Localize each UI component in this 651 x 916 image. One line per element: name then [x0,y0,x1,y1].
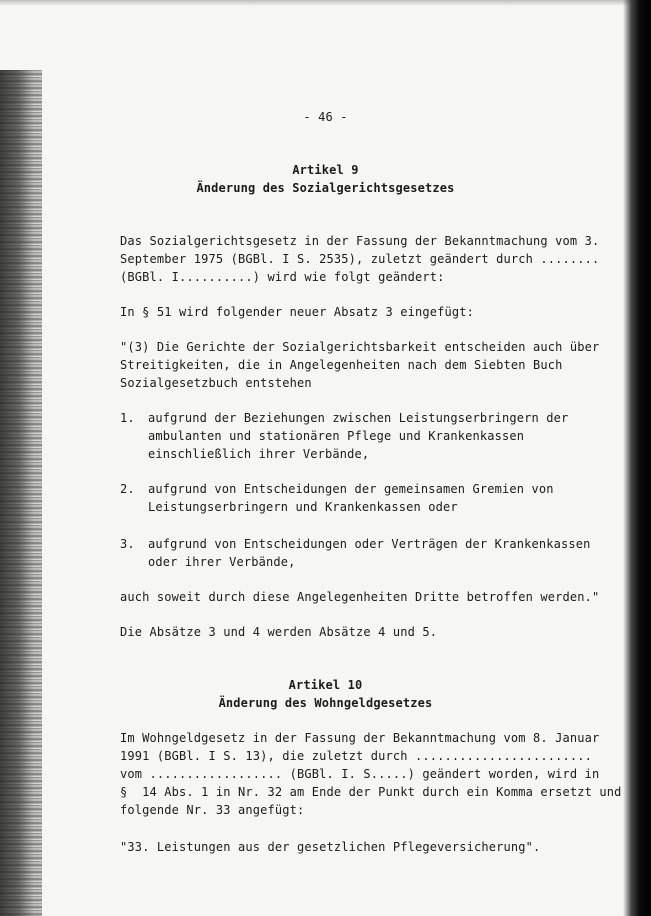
scan-edge-right [623,0,651,916]
paragraph-line: § 14 Abs. 1 in Nr. 32 am Ende der Punkt durch ein Komma ersetzt und [120,785,622,799]
list-item-line: aufgrund von Entscheidungen oder Verträgen der Krankenkassen [148,537,591,551]
artikel-10-heading: Artikel 10 [288,678,363,692]
artikel-10-subheading: Änderung des Wohngeldgesetzes [218,696,433,710]
paragraph-line: September 1975 (BGBl. I S. 2535), zuletzt geändert durch ........ [120,252,600,266]
page-number: - 46 - [303,110,348,124]
paragraph-line: Das Sozialgerichtsgesetz in der Fassung der Bekanntmachung vom 3. [120,234,600,248]
scan-edge-top [0,0,651,6]
artikel-9-heading: Artikel 9 [292,163,359,177]
quote-line: "33. Leistungen aus der gesetzlichen Pflegeversicherung". [120,840,541,854]
paragraph-line: auch soweit durch diese Angelegenheiten Dritte betroffen werden." [120,590,600,604]
quote-line: Streitigkeiten, die in Angelegenheiten nach dem Siebten Buch [120,358,563,372]
paragraph-line: (BGBl. I..........) wird wie folgt geändert: [120,270,445,284]
list-item-number: 2. [120,482,135,496]
quote-line: Sozialgesetzbuch entstehen [120,376,312,390]
quote-line: "(3) Die Gerichte der Sozialgerichtsbarkeit entscheiden auch über [120,340,600,354]
list-item-line: aufgrund von Entscheidungen der gemeinsamen Gremien von [148,482,554,496]
list-item-line: oder ihrer Verbände, [148,555,296,569]
scan-binding-shadow [0,70,42,916]
list-item-line: aufgrund der Beziehungen zwischen Leistungserbringern der [148,411,569,425]
paragraph-line: 1991 (BGBl. I S. 13), die zuletzt durch ........................ [120,749,592,763]
list-item-number: 1. [120,411,135,425]
paragraph-line: Die Absätze 3 und 4 werden Absätze 4 und 5. [120,625,438,639]
list-item-line: einschließlich ihrer Verbände, [148,447,370,461]
list-item-line: ambulanten und stationären Pflege und Krankenkassen [148,429,525,443]
paragraph-line: In § 51 wird folgender neuer Absatz 3 eingefügt: [120,305,474,319]
list-item-number: 3. [120,537,135,551]
paragraph-line: vom .................. (BGBl. I. S.....) geändert worden, wird in [120,767,600,781]
paragraph-line: folgende Nr. 33 angefügt: [120,803,305,817]
paragraph-line: Im Wohngeldgesetz in der Fassung der Bekanntmachung vom 8. Januar [120,731,600,745]
list-item-line: Leistungserbringern und Krankenkassen oder [148,500,458,514]
artikel-9-subheading: Änderung des Sozialgerichtsgesetzes [196,181,455,195]
